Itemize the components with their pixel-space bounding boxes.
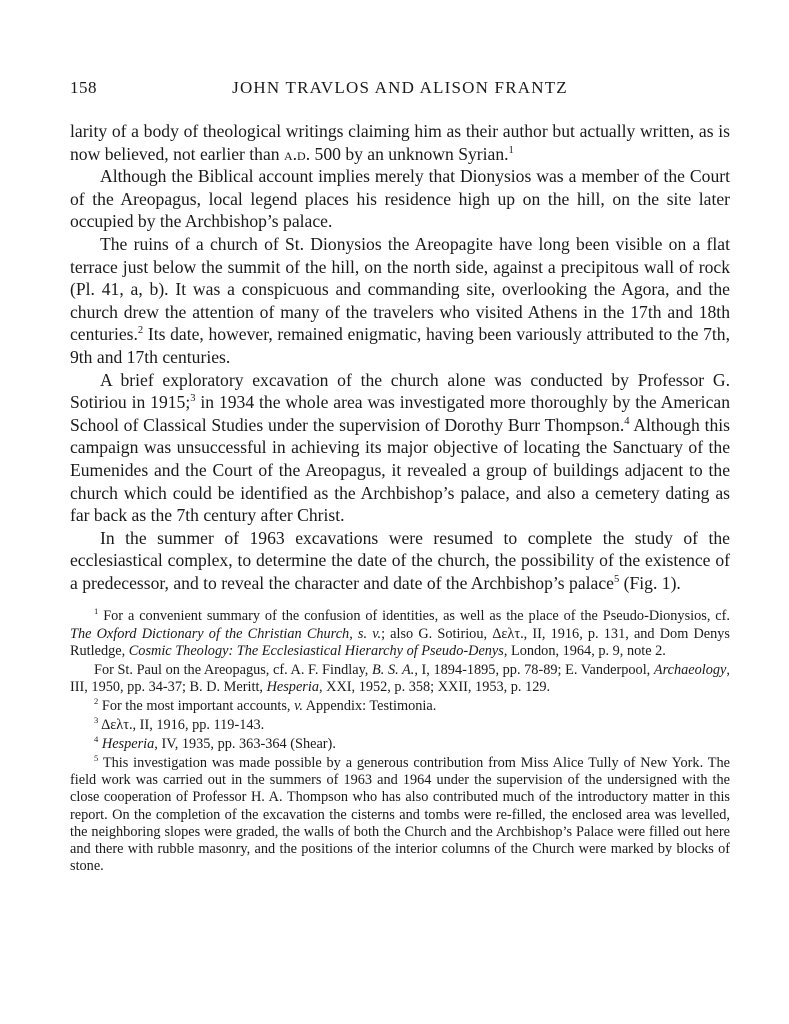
footnote-ref-4[interactable]: 4	[624, 415, 630, 427]
footnote-1-continued: For St. Paul on the Areopagus, cf. A. F. Findlay, B. S. A., I, 1894-1895, pp. 78-89; E. Vanderpool, Archaeology, III, 1950, pp. 34-37; B. D. Meritt, Hesperia, XXI, 1952, p. 358; XXII, 1953, p. 129.	[70, 661, 730, 695]
running-title: JOHN TRAVLOS AND ALISON FRANTZ	[232, 78, 568, 97]
footnote-ref-3[interactable]: 3	[190, 393, 196, 405]
footnote-ref-5[interactable]: 5	[613, 574, 620, 586]
footnote-5: $^5$ This investigation was made possible by a generous contribution from Miss Alice Tully of New York. The field work was carried out in the summers of 1963 and 1964 under the supervision of the undersigned with the close cooperation of Professor H. A. Thompson who has also contributed much of the introductory matter in this report. On the completion of the excavation the cisterns and tombs were re-filled, the enclosed area was levelled, the neighboring slopes were graded, the walls of both the Church and the Archbishop’s Palace were filled out here and there with rubble masonry, and the positions of the interior columns of the Church were marked by blocks of stone.	[70, 753, 730, 874]
running-header	[70, 78, 730, 104]
page-number: 158	[70, 78, 97, 97]
main-text	[70, 120, 730, 594]
paragraph-4: A brief exploratory excavation of the church alone was conducted by Professor G. Sotiriou in 1915;$^3$ in 1934 the whole area was investigated more thoroughly by the American School of Classical Studies under the supervision of Dorothy Burr Thompson.$^4$ Although this campaign was unsuccessful in achieving its major objective of locating the Sanctuary of the Eumenides and the Court of the Areopagus, it revealed a group of buildings adjacent to the church which could be identified as the Archbishop’s palace, and also a cemetery dating as far back as the 7th century after Christ.	[70, 369, 730, 526]
footnote-4: $^4$ Hesperia, IV, 1935, pp. 363-364 (Shear).	[94, 734, 336, 753]
paragraph-5: In the summer of 1963 excavations were resumed to complete the study of the ecclesiastical complex, to determine the date of the church, the possibility of the existence of a predecessor, and to reveal the character and date of the Archbishop’s palace$^5$ (Fig. 1).	[70, 527, 730, 593]
paragraph-3: The ruins of a church of St. Dionysios the Areopagite have long been visible on a flat terrace just below the summit of the hill, on the north side, against a precipitous wall of rock (Pl. 41, a, b). It was a conspicuous and commanding site, overlooking the Agora, and the church drew the attention of many of the travelers who visited Athens in the 17th and 18th centuries.$^2$ Its date, however, remained enigmatic, having been variously attributed to the 7th, 9th and 17th centuries.	[70, 233, 730, 367]
footnote-3: $^3$ Δελτ., II, 1916, pp. 119-143.	[94, 715, 265, 734]
page	[70, 78, 730, 877]
paragraph-1: larity of a body of theological writings claiming him as their author but actually written, as is now believed, not earlier than a.d. 500 by an unknown Syrian.$^1$	[70, 121, 730, 164]
footnote-ref-2[interactable]: 2	[137, 325, 144, 337]
paragraph-2: Although the Biblical account implies merely that Dionysios was a member of the Court of the Areopagus, local legend places his residence high up on the hill, on the site later occupied by the Archbishop’s palace.	[70, 166, 730, 232]
footnotes	[70, 608, 730, 874]
footnote-1: $^1$ For a convenient summary of the confusion of identities, as well as the place of the Pseudo-Dionysios, cf. The Oxford Dictionary of the Christian Church, s. v.; also G. Sotiriou, Δελτ., II, 1916, p. 131, and Dom Denys Rutledge, Cosmic Theology: The Ecclesiastical Hierarchy of Pseudo-Denys, London, 1964, p. 9, note 2.	[70, 606, 730, 659]
footnote-ref-1[interactable]: 1	[508, 144, 514, 156]
footnote-2: $^2$ For the most important accounts, v. Appendix: Testimonia.	[94, 696, 437, 714]
